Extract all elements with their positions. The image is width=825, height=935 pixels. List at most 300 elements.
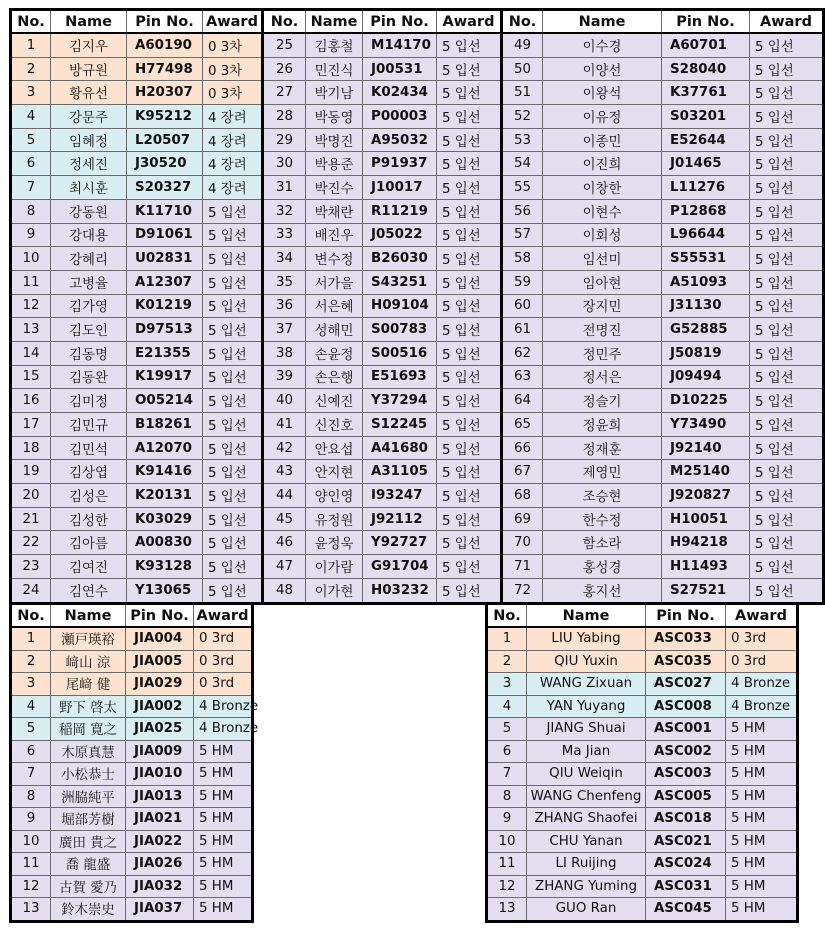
cell-pin: E52644 (662, 128, 750, 152)
cell-name: 木原真慧 (51, 740, 126, 763)
cell-no: 48 (263, 578, 306, 603)
cell-name: 윤정욱 (306, 531, 363, 555)
cell-name: 尾﨑 健 (51, 673, 126, 696)
cell-no: 51 (502, 81, 543, 105)
cell-name: 박용준 (306, 152, 363, 176)
cell-no: 56 (502, 199, 543, 223)
cell-no: 39 (263, 365, 306, 389)
table-row (11, 531, 824, 555)
header-award: Award (437, 10, 502, 34)
cell-award: 5 입선 (750, 460, 824, 484)
cell-pin: J92112 (363, 507, 437, 531)
cell-no: 36 (263, 294, 306, 318)
cell-pin: JIA021 (126, 808, 194, 831)
cell-name: 이수경 (543, 33, 662, 57)
cell-name: Ma Jian (527, 740, 646, 763)
cell-award: 5 입선 (203, 247, 263, 271)
header-pin: Pin No. (126, 604, 194, 628)
cell-award: 5 입선 (750, 33, 824, 57)
cell-no: 19 (11, 460, 51, 484)
cell-award: 5 입선 (203, 531, 263, 555)
cell-name: 이종민 (543, 128, 662, 152)
cell-pin: S55531 (662, 247, 750, 271)
cell-pin: A60701 (662, 33, 750, 57)
cell-no: 35 (263, 270, 306, 294)
cell-name: 임선미 (543, 247, 662, 271)
header-award: Award (203, 10, 263, 34)
cell-pin: ASC018 (646, 808, 726, 831)
cell-no: 3 (487, 673, 527, 696)
table-row (487, 673, 798, 696)
table-row (487, 808, 798, 831)
cell-award: 5 입선 (750, 128, 824, 152)
cell-no: 23 (11, 555, 51, 579)
table-row (11, 436, 824, 460)
table-row (487, 650, 798, 673)
cell-award: 5 입선 (750, 389, 824, 413)
cell-award: 5 입선 (437, 152, 502, 176)
cell-no: 11 (11, 270, 51, 294)
cell-no: 4 (11, 695, 51, 718)
cell-name: 최시훈 (51, 176, 127, 200)
cell-award: 0 3차 (203, 81, 263, 105)
cell-name: 이양선 (543, 57, 662, 81)
cell-pin: J10017 (363, 176, 437, 200)
cell-award: 5 입선 (437, 507, 502, 531)
cell-name: 김민규 (51, 413, 127, 437)
cell-name: 박명진 (306, 128, 363, 152)
cell-award: 5 입선 (437, 57, 502, 81)
cell-name: 堀部芳樹 (51, 808, 126, 831)
cell-award: 4 Bronze (194, 718, 253, 741)
cell-name: 김가영 (51, 294, 127, 318)
cell-name: 김지우 (51, 33, 127, 57)
cell-name: 신예진 (306, 389, 363, 413)
table-row (11, 673, 253, 696)
table-row (11, 57, 824, 81)
cell-pin: ASC021 (646, 830, 726, 853)
table-row (11, 33, 824, 57)
japan-results-table (9, 602, 259, 923)
cell-no: 9 (11, 808, 51, 831)
cell-award: 5 입선 (203, 341, 263, 365)
cell-pin: R11219 (363, 199, 437, 223)
header-pin: Pin No. (646, 604, 726, 628)
cell-award: 5 입선 (750, 57, 824, 81)
cell-name: 이가현 (306, 578, 363, 603)
cell-award: 5 입선 (437, 105, 502, 129)
header-row (487, 604, 798, 628)
cell-no: 65 (502, 413, 543, 437)
cell-name: 신진호 (306, 413, 363, 437)
cell-no: 47 (263, 555, 306, 579)
cell-pin: K03029 (127, 507, 203, 531)
cell-name: 廣田 貴之 (51, 830, 126, 853)
cell-pin: D10225 (662, 389, 750, 413)
cell-award: 5 입선 (750, 152, 824, 176)
cell-name: QIU Yuxin (527, 650, 646, 673)
cell-pin: JIA005 (126, 650, 194, 673)
cell-name: 﨑山 涼 (51, 650, 126, 673)
cell-award: 4 장려 (203, 176, 263, 200)
cell-no: 11 (11, 853, 51, 876)
cell-pin: B26030 (363, 247, 437, 271)
cell-name: 김여진 (51, 555, 127, 579)
cell-name: 정윤희 (543, 413, 662, 437)
cell-name: 박진수 (306, 176, 363, 200)
cell-award: 5 입선 (750, 176, 824, 200)
cell-no: 67 (502, 460, 543, 484)
cell-name: 강문주 (51, 105, 127, 129)
header-name: Name (51, 604, 126, 628)
cell-award: 5 입선 (437, 341, 502, 365)
cell-name: WANG Zixuan (527, 673, 646, 696)
cell-award: 0 3rd (194, 673, 253, 696)
header-row (11, 10, 824, 34)
table-row (11, 627, 253, 650)
cell-no: 7 (11, 176, 51, 200)
cell-pin: ASC024 (646, 853, 726, 876)
table-row (11, 578, 824, 603)
cell-pin: P12868 (662, 199, 750, 223)
table-row (11, 413, 824, 437)
cell-no: 3 (11, 673, 51, 696)
cell-name: 김동완 (51, 365, 127, 389)
cell-pin: K02434 (363, 81, 437, 105)
cell-pin: J01465 (662, 152, 750, 176)
cell-name: 함소라 (543, 531, 662, 555)
cell-award: 5 입선 (437, 389, 502, 413)
cell-name: 김성은 (51, 484, 127, 508)
cell-award: 5 HM (726, 763, 798, 786)
table-row (487, 627, 798, 650)
cell-name: 임아현 (543, 270, 662, 294)
cell-award: 5 HM (194, 763, 253, 786)
cell-pin: Y13065 (127, 578, 203, 603)
cell-name: 이진희 (543, 152, 662, 176)
table-row (11, 105, 824, 129)
cell-name: 이창한 (543, 176, 662, 200)
table-row (11, 389, 824, 413)
cell-no: 34 (263, 247, 306, 271)
table-row (11, 152, 824, 176)
cell-no: 1 (11, 627, 51, 650)
header-pin: Pin No. (127, 10, 203, 34)
cell-award: 5 입선 (437, 199, 502, 223)
cell-no: 13 (11, 318, 51, 342)
cell-name: 배진우 (306, 223, 363, 247)
cell-award: 5 HM (194, 853, 253, 876)
cell-no: 31 (263, 176, 306, 200)
cell-name: 전명진 (543, 318, 662, 342)
cell-award: 5 HM (194, 898, 253, 922)
table-row (11, 830, 253, 853)
cell-no: 13 (487, 898, 527, 922)
cell-no: 55 (502, 176, 543, 200)
cell-pin: J30520 (127, 152, 203, 176)
cell-pin: J92140 (662, 436, 750, 460)
cell-award: 5 입선 (437, 128, 502, 152)
cell-pin: Y92727 (363, 531, 437, 555)
table-row (487, 853, 798, 876)
cell-name: 이현수 (543, 199, 662, 223)
header-award: Award (726, 604, 798, 628)
cell-pin: J920827 (662, 484, 750, 508)
cell-award: 5 HM (726, 898, 798, 922)
table-row (11, 341, 824, 365)
cell-no: 60 (502, 294, 543, 318)
cell-no: 24 (11, 578, 51, 603)
cell-no: 4 (11, 105, 51, 129)
cell-no: 15 (11, 365, 51, 389)
cell-name: 강동원 (51, 199, 127, 223)
cell-award: 5 입선 (437, 555, 502, 579)
cell-no: 12 (487, 875, 527, 898)
cell-pin: JIA010 (126, 763, 194, 786)
cell-name: 임혜정 (51, 128, 127, 152)
cell-no: 18 (11, 436, 51, 460)
cell-name: 洲脇純平 (51, 785, 126, 808)
cell-award: 0 3rd (726, 650, 798, 673)
cell-name: 박기남 (306, 81, 363, 105)
cell-award: 5 입선 (203, 270, 263, 294)
cell-pin: A41680 (363, 436, 437, 460)
cell-no: 59 (502, 270, 543, 294)
header-award: Award (750, 10, 824, 34)
cell-name: 김민석 (51, 436, 127, 460)
table-row (11, 270, 824, 294)
header-no: No. (487, 604, 527, 628)
cell-no: 33 (263, 223, 306, 247)
cell-no: 6 (11, 152, 51, 176)
cell-pin: A51093 (662, 270, 750, 294)
cell-award: 5 HM (726, 740, 798, 763)
cell-name: 이왕석 (543, 81, 662, 105)
cell-name: 김연수 (51, 578, 127, 603)
cell-pin: P91937 (363, 152, 437, 176)
cell-pin: A12307 (127, 270, 203, 294)
cell-no: 1 (11, 33, 51, 57)
cell-award: 5 HM (726, 808, 798, 831)
cell-pin: ASC045 (646, 898, 726, 922)
cell-pin: H03232 (363, 578, 437, 603)
cell-award: 5 입선 (437, 460, 502, 484)
cell-award: 5 입선 (437, 484, 502, 508)
cell-name: 손윤정 (306, 341, 363, 365)
cell-name: CHU Yanan (527, 830, 646, 853)
cell-award: 5 입선 (437, 223, 502, 247)
cell-award: 5 HM (194, 785, 253, 808)
cell-pin: H11493 (662, 555, 750, 579)
cell-no: 25 (263, 33, 306, 57)
cell-name: 정서은 (543, 365, 662, 389)
cell-pin: K95212 (127, 105, 203, 129)
cell-name: QIU Weiqin (527, 763, 646, 786)
cell-no: 5 (487, 718, 527, 741)
cell-no: 20 (11, 484, 51, 508)
cell-pin: ASC003 (646, 763, 726, 786)
cell-pin: JIA002 (126, 695, 194, 718)
cell-pin: JIA004 (126, 627, 194, 650)
cell-award: 5 입선 (203, 413, 263, 437)
cell-no: 54 (502, 152, 543, 176)
table-row (11, 898, 253, 922)
cell-name: 정민주 (543, 341, 662, 365)
cell-award: 5 입선 (750, 294, 824, 318)
cell-pin: G52885 (662, 318, 750, 342)
cell-no: 9 (11, 223, 51, 247)
table-row (11, 176, 824, 200)
cell-pin: D91061 (127, 223, 203, 247)
table-row (11, 365, 824, 389)
cell-pin: ASC035 (646, 650, 726, 673)
cell-no: 70 (502, 531, 543, 555)
cell-name: 김도인 (51, 318, 127, 342)
cell-award: 5 입선 (203, 389, 263, 413)
cell-no: 3 (11, 81, 51, 105)
cell-award: 0 3rd (726, 627, 798, 650)
cell-no: 66 (502, 436, 543, 460)
cell-award: 5 입선 (750, 247, 824, 271)
table-row (11, 875, 253, 898)
cell-name: 정세진 (51, 152, 127, 176)
cell-no: 61 (502, 318, 543, 342)
cell-no: 27 (263, 81, 306, 105)
cell-award: 5 입선 (750, 413, 824, 437)
cell-award: 4 장려 (203, 152, 263, 176)
cell-no: 68 (502, 484, 543, 508)
cell-no: 2 (11, 57, 51, 81)
cell-award: 5 입선 (203, 294, 263, 318)
cell-no: 53 (502, 128, 543, 152)
cell-award: 4 Bronze (726, 673, 798, 696)
cell-pin: U02831 (127, 247, 203, 271)
cell-pin: H77498 (127, 57, 203, 81)
cell-pin: A60190 (127, 33, 203, 57)
cell-award: 4 장려 (203, 105, 263, 129)
cell-award: 5 입선 (437, 436, 502, 460)
cell-no: 4 (487, 695, 527, 718)
cell-name: 이가람 (306, 555, 363, 579)
cell-no: 2 (11, 650, 51, 673)
cell-no: 21 (11, 507, 51, 531)
cell-name: YAN Yuyang (527, 695, 646, 718)
cell-name: 野下 啓太 (51, 695, 126, 718)
cell-no: 2 (487, 650, 527, 673)
cell-no: 42 (263, 436, 306, 460)
cell-award: 5 입선 (437, 270, 502, 294)
cell-pin: D97513 (127, 318, 203, 342)
cell-pin: JIA025 (126, 718, 194, 741)
table-row (11, 740, 253, 763)
cell-no: 13 (11, 898, 51, 922)
cell-no: 52 (502, 105, 543, 129)
cell-pin: H20307 (127, 81, 203, 105)
cell-award: 5 입선 (203, 507, 263, 531)
cell-no: 43 (263, 460, 306, 484)
cell-pin: ASC002 (646, 740, 726, 763)
cell-award: 5 입선 (750, 270, 824, 294)
cell-pin: K01219 (127, 294, 203, 318)
header-award: Award (194, 604, 253, 628)
cell-no: 58 (502, 247, 543, 271)
cell-award: 5 입선 (750, 531, 824, 555)
cell-name: 박채란 (306, 199, 363, 223)
cell-no: 6 (11, 740, 51, 763)
table-row (11, 128, 824, 152)
table-row (11, 695, 253, 718)
cell-name: 제영민 (543, 460, 662, 484)
cell-pin: K37761 (662, 81, 750, 105)
table-row (11, 318, 824, 342)
cell-no: 40 (263, 389, 306, 413)
cell-no: 12 (11, 875, 51, 898)
cell-award: 5 입선 (203, 199, 263, 223)
cell-pin: O05214 (127, 389, 203, 413)
cell-pin: P00003 (363, 105, 437, 129)
cell-pin: JIA037 (126, 898, 194, 922)
cell-award: 5 입선 (203, 436, 263, 460)
cell-pin: J09494 (662, 365, 750, 389)
cell-pin: JIA013 (126, 785, 194, 808)
cell-award: 0 3rd (194, 650, 253, 673)
cell-no: 71 (502, 555, 543, 579)
cell-name: 손은행 (306, 365, 363, 389)
cell-award: 4 장려 (203, 128, 263, 152)
cell-award: 5 입선 (437, 294, 502, 318)
cell-award: 5 입선 (203, 223, 263, 247)
cell-pin: ASC001 (646, 718, 726, 741)
cell-name: 유정원 (306, 507, 363, 531)
cell-name: 홍성경 (543, 555, 662, 579)
table-row (11, 853, 253, 876)
cell-no: 62 (502, 341, 543, 365)
cell-no: 50 (502, 57, 543, 81)
cell-pin: L20507 (127, 128, 203, 152)
cell-pin: ASC033 (646, 627, 726, 650)
cell-pin: S03201 (662, 105, 750, 129)
cell-award: 0 3rd (194, 627, 253, 650)
cell-pin: JIA029 (126, 673, 194, 696)
cell-no: 46 (263, 531, 306, 555)
table-row (487, 740, 798, 763)
cell-award: 5 입선 (437, 318, 502, 342)
cell-award: 5 입선 (750, 436, 824, 460)
table-row (11, 718, 253, 741)
cell-name: GUO Ran (527, 898, 646, 922)
table-row (487, 785, 798, 808)
cell-no: 22 (11, 531, 51, 555)
table-row (487, 763, 798, 786)
cell-no: 38 (263, 341, 306, 365)
cell-pin: K20131 (127, 484, 203, 508)
cell-award: 4 Bronze (194, 695, 253, 718)
cell-no: 17 (11, 413, 51, 437)
cell-pin: H09104 (363, 294, 437, 318)
cell-pin: E51693 (363, 365, 437, 389)
cell-pin: JIA026 (126, 853, 194, 876)
cell-award: 5 입선 (203, 484, 263, 508)
cell-award: 5 입선 (750, 105, 824, 129)
cell-pin: Y37294 (363, 389, 437, 413)
cell-award: 5 입선 (203, 318, 263, 342)
cell-name: 김홍철 (306, 33, 363, 57)
cell-pin: K19917 (127, 365, 203, 389)
cell-pin: A12070 (127, 436, 203, 460)
cell-award: 5 입선 (203, 555, 263, 579)
cell-pin: G91704 (363, 555, 437, 579)
table-row (11, 247, 824, 271)
